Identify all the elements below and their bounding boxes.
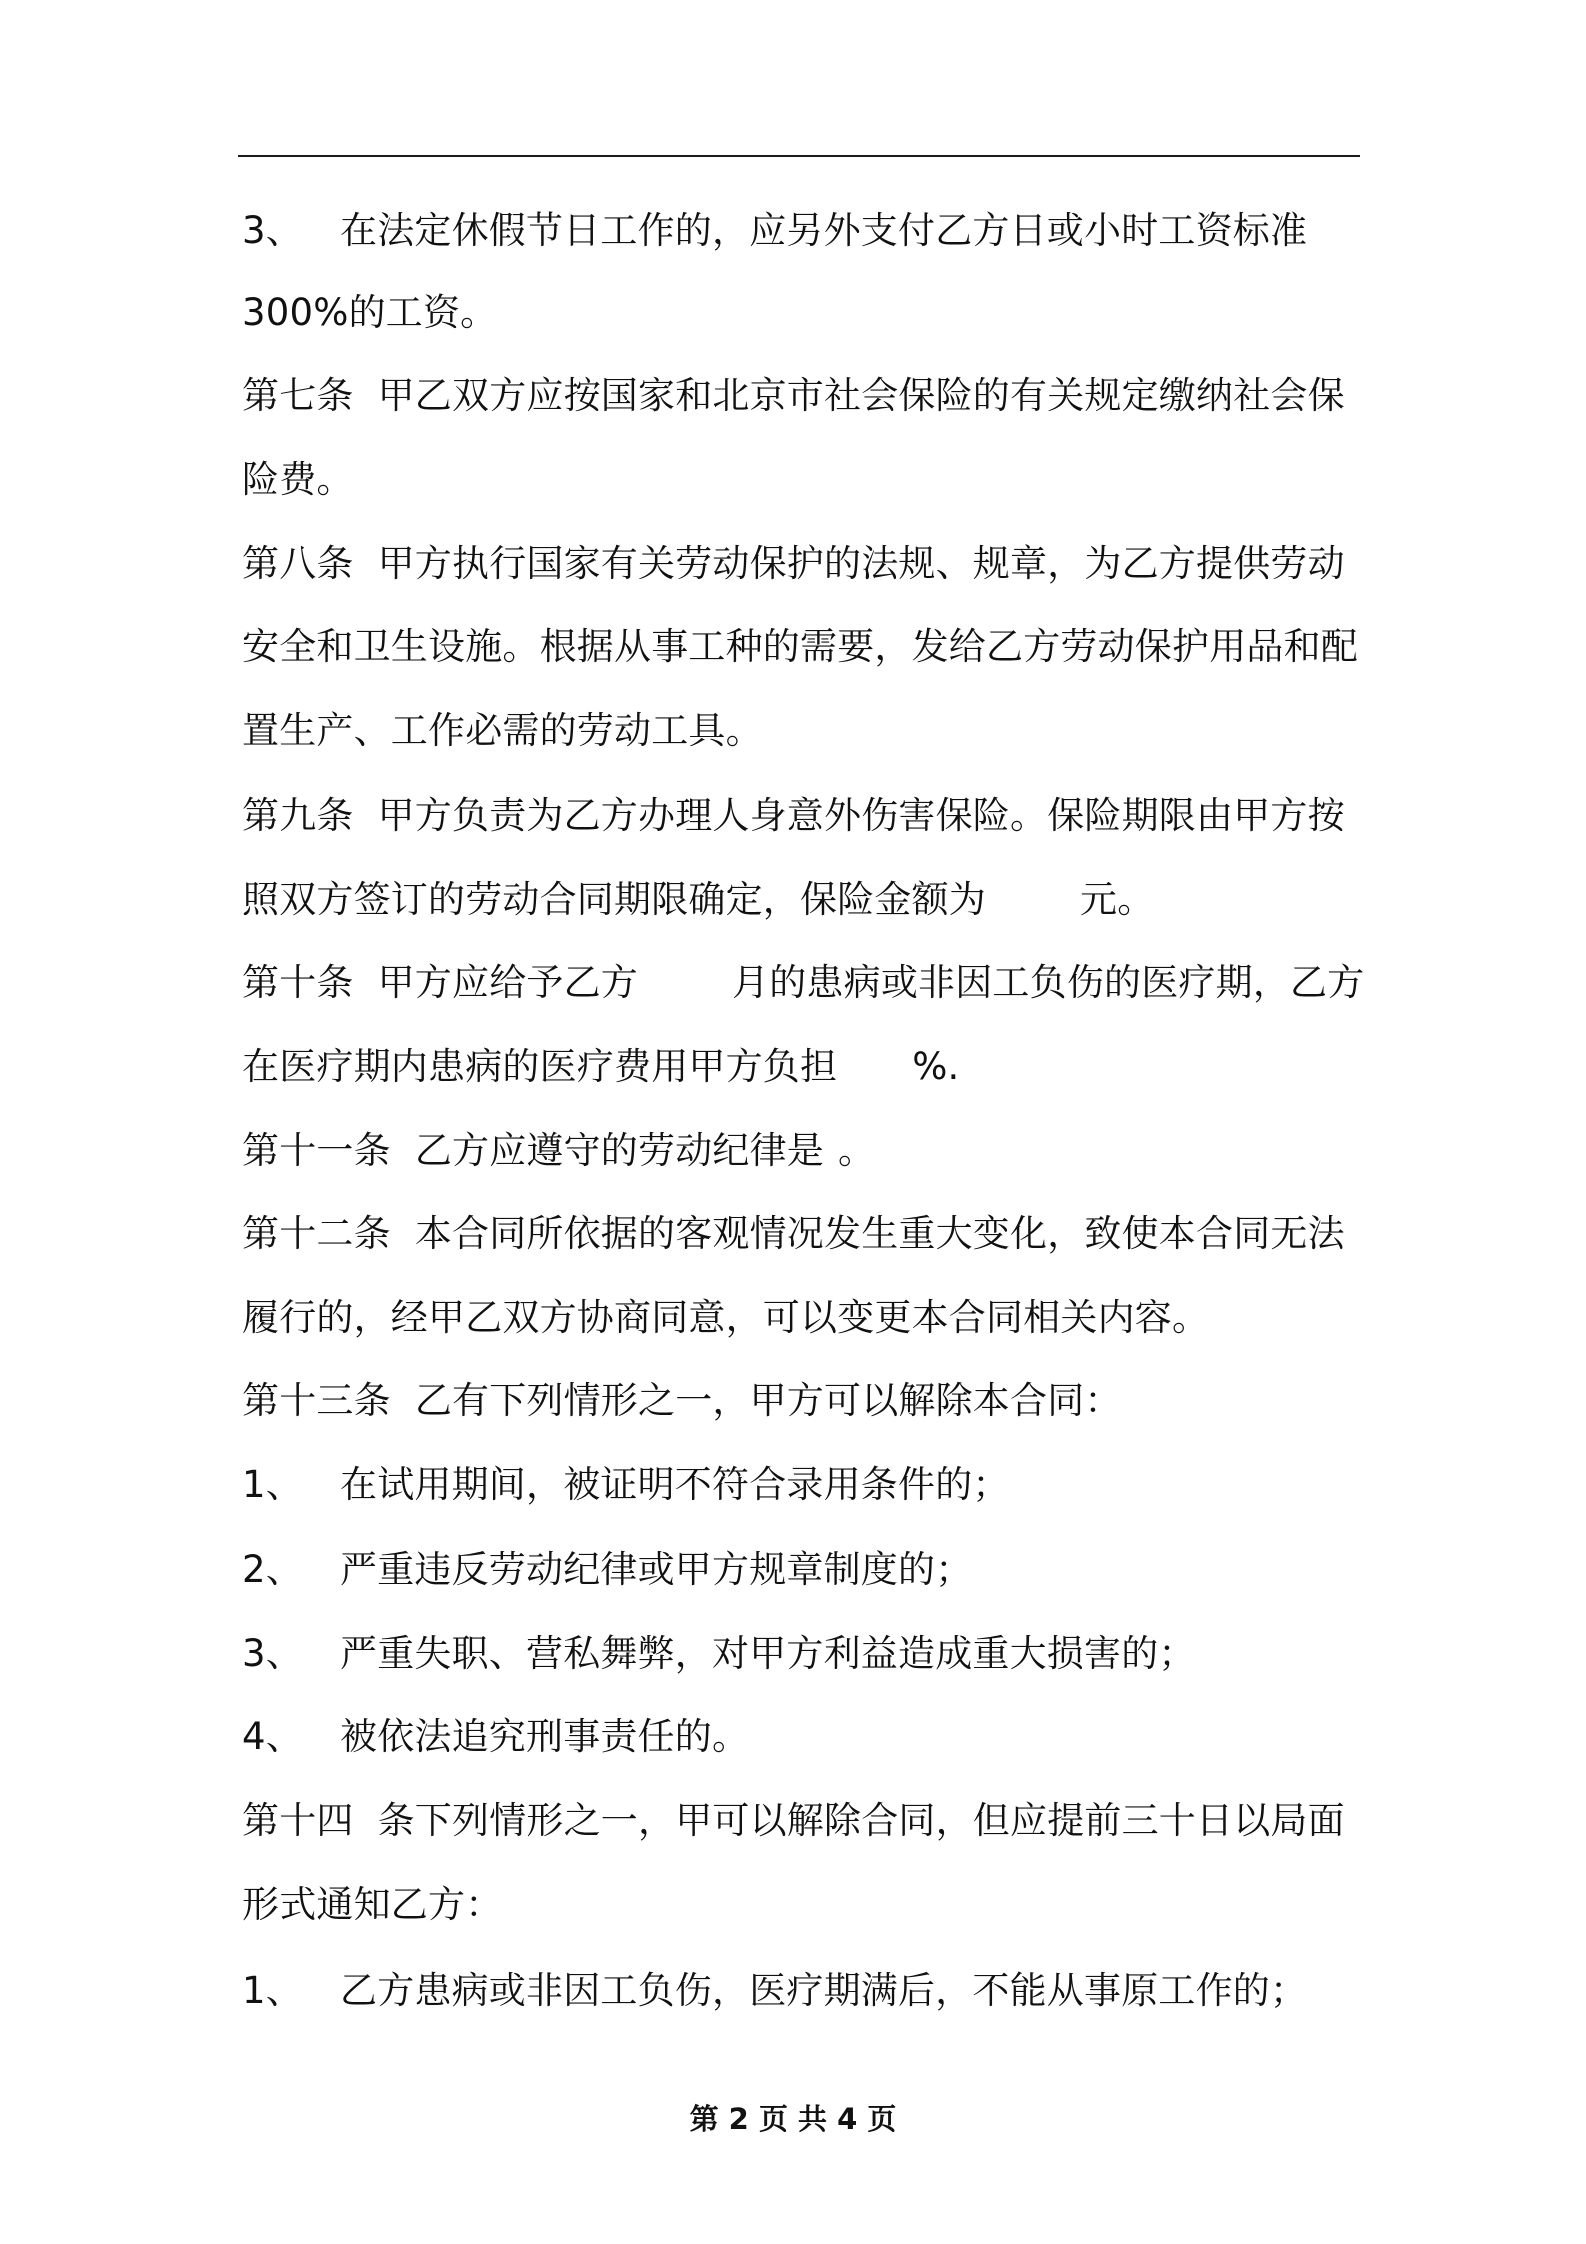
article-10-line-1 — [242, 957, 1364, 1009]
article-14-line-1 — [242, 1795, 1345, 1847]
item-number: 4、 — [242, 1715, 303, 1758]
article-13-line-1 — [242, 1375, 1122, 1427]
article-text: 本合同所依据的客观情况发生重大变化，致使本合同无法 — [414, 1212, 1345, 1255]
article-7-line-1 — [242, 370, 1345, 422]
item-number: 2、 — [242, 1548, 303, 1591]
article-text: 甲方应给予乙方 — [377, 961, 639, 1004]
article-text: %. — [912, 1045, 960, 1088]
item-number: 1、 — [242, 1969, 303, 2012]
list-item — [242, 1711, 749, 1763]
item-text: 在法定休假节日工作的，应另外支付乙方日或小时工资标准 — [340, 209, 1308, 252]
article-text: 月的患病或非因工负伤的医疗期，乙方 — [732, 961, 1365, 1004]
list-item — [242, 1544, 972, 1596]
article-number: 第九条 — [242, 794, 354, 837]
item-text: 被依法追究刑事责任的。 — [340, 1715, 750, 1758]
page-number-footer: 第 2 页 共 4 页 — [689, 2102, 897, 2136]
article-text: 甲乙双方应按国家和北京市社会保险的有关规定缴纳社会保 — [377, 374, 1345, 417]
article-number: 第十二条 — [242, 1212, 391, 1255]
blank-field — [638, 994, 732, 995]
article-9-line-1 — [242, 790, 1345, 842]
item-text: 在试用期间，被证明不符合录用条件的； — [340, 1463, 1010, 1506]
article-number: 第七条 — [242, 374, 354, 417]
article-text: 乙方应遵守的劳动纪律是 — [414, 1129, 825, 1172]
article-number: 第十四 — [242, 1799, 354, 1842]
article-text: 甲方执行国家有关劳动保护的法规、规章，为乙方提供劳动 — [377, 542, 1345, 585]
article-text: 条下列情形之一，甲可以解除合同，但应提前三十日以局面 — [377, 1799, 1345, 1842]
item-text: 严重失职、营私舞弊，对甲方利益造成重大损害的； — [340, 1632, 1196, 1675]
article-number: 第十三条 — [242, 1379, 391, 1422]
blank-field — [837, 1078, 912, 1079]
article-text: 。 — [838, 1129, 876, 1172]
list-item — [242, 1628, 1196, 1680]
item-number: 3、 — [242, 1632, 303, 1675]
article-text: 在医疗期内患病的医疗费用甲方负担 — [242, 1045, 838, 1088]
item-number: 3、 — [242, 209, 303, 252]
article-number: 第八条 — [242, 542, 354, 585]
article-text: 乙有下列情形之一，甲方可以解除本合同： — [414, 1379, 1122, 1422]
article-number: 第十条 — [242, 961, 354, 1004]
article-9-line-2 — [242, 874, 1154, 926]
item-text: 严重违反劳动纪律或甲方规章制度的； — [340, 1548, 973, 1591]
article-text: 甲方负责为乙方办理人身意外伤害保险。保险期限由甲方按 — [377, 794, 1345, 837]
article-12-line-1 — [242, 1208, 1345, 1260]
article-8-line-2: 安全和卫生设施。根据从事工种的需要，发给乙方劳动保护用品和配 — [242, 625, 1358, 668]
article-text: 照双方签订的劳动合同期限确定，保险金额为 — [242, 878, 986, 921]
item-text: 乙方患病或非因工负伤，医疗期满后，不能从事原工作的； — [340, 1969, 1308, 2012]
article-7-line-2: 险费。 — [242, 458, 354, 501]
blank-field — [986, 911, 1080, 912]
item-number: 1、 — [242, 1463, 303, 1506]
blank-field — [824, 1162, 838, 1163]
article-14-line-2: 形式通知乙方： — [242, 1883, 503, 1926]
item-3-line-1 — [242, 205, 1307, 257]
article-8-line-3: 置生产、工作必需的劳动工具。 — [242, 709, 763, 752]
list-item — [242, 1965, 1307, 2017]
article-11-line-1 — [242, 1125, 875, 1177]
article-8-line-1 — [242, 538, 1345, 590]
article-12-line-2: 履行的，经甲乙双方协商同意，可以变更本合同相关内容。 — [242, 1296, 1210, 1339]
header-rule — [238, 155, 1360, 157]
article-10-line-2 — [242, 1041, 960, 1093]
article-number: 第十一条 — [242, 1129, 391, 1172]
article-text: 元。 — [1080, 878, 1155, 921]
list-item — [242, 1459, 1010, 1511]
item-3-line-2: 300%的工资。 — [242, 291, 498, 334]
